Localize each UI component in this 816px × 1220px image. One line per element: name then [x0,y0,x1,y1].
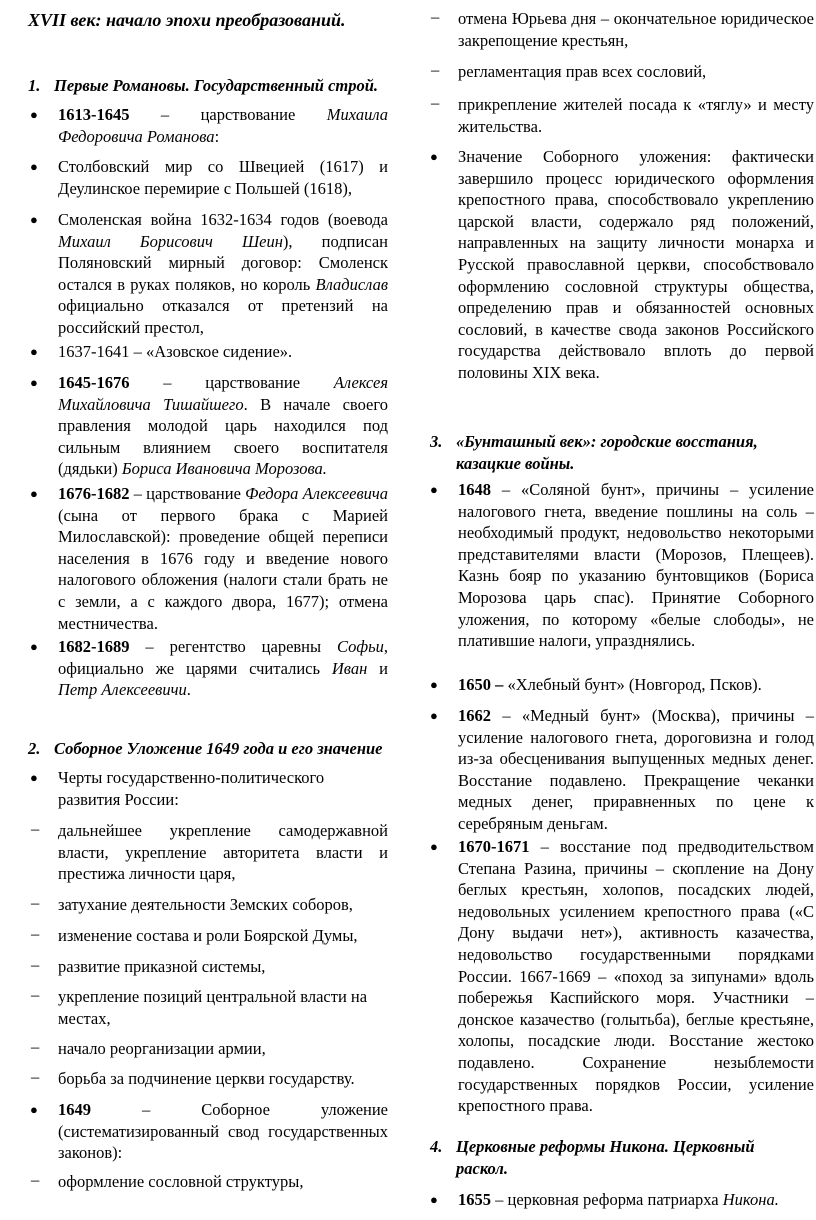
person-name: Иван [331,658,368,678]
list-item [30,483,388,634]
date: 1650 – [458,675,504,694]
section-title: Соборное Уложение 1649 года и его значение [54,739,383,758]
person-name: Софьи [337,637,384,656]
text: – царствование [129,373,334,392]
date: 1649 [58,1100,91,1119]
dash-item [431,93,814,137]
text: официально отказался от претензий на российский престол, [58,296,388,337]
text: прикрепление жителей посада к «тяглу» и месту жительства. [458,95,814,136]
date: 1682-1689 [58,637,130,656]
list-item [430,146,814,384]
date: 1645-1676 [58,373,130,392]
dash-item [431,7,814,51]
dash-item [31,1037,388,1060]
list-item [30,372,388,480]
text: Черты государственно-политического развития России: [58,768,325,809]
dash-marker: – [31,1037,40,1056]
dash-marker: – [31,1067,40,1086]
text: . [186,680,191,700]
section-number: 3. [430,432,443,451]
text: Столбовский мир со Швецией (1617) и Деулинское перемирие с Польшей (1618), [58,157,388,198]
section-title: Первые Романовы. Государственный строй. [54,76,379,95]
list-item [30,767,388,810]
person-name: Михаила Федоровича Романова [58,105,388,146]
section-number: 2. [28,739,41,758]
text: – церковная реформа патриарха [491,1190,723,1209]
bullet-icon: ● [430,1192,438,1207]
date: 1662 [458,706,491,725]
text: оформление сословной структуры, [58,1172,304,1191]
bullet-icon: ● [430,708,438,723]
text: и [367,658,388,678]
dash-marker: – [31,985,40,1004]
text: дальнейшее укрепление самодержавной власти, укрепление авторитета власти и престижа личности царя, [58,821,388,884]
list-item [30,104,388,147]
section-title-cont: казацкие войны. [456,453,575,473]
text: (сына от первого брака с Марией Милославской): проведение общей переписи населения в 1676 году и введение нового налогового обложения (налоги стали брать не с земли, а с каждого двора, 1677); отмена местничества. [58,505,388,633]
text: . В начале своего правления молодой царь находился под сильным влиянием своего воспитателя (дядьки) [58,394,388,479]
date: 1648 [458,480,491,499]
person-name: Федора Алексеевича [245,484,388,503]
text: укрепление позиций центральной власти на местах, [58,987,368,1028]
dash-item [431,60,814,83]
bullet-icon: ● [430,677,438,692]
text: отмена Юрьева дня – окончательное юридическое закрепощение крестьян, [458,9,814,50]
list-item [30,341,388,363]
bullet-icon: ● [30,375,38,390]
section-number: 4. [430,1137,443,1156]
list-item [30,209,388,339]
dash-marker: – [431,60,440,79]
dash-item [31,924,388,947]
bullet-icon: ● [30,107,38,122]
section-4-heading [430,1136,755,1179]
person-name: Алексея Михайловича Тишайшего [58,373,388,414]
text: – регентство царевны [129,637,338,656]
list-item [30,1099,388,1164]
bullet-icon: ● [430,149,438,164]
person-name: Михаил Борисович Шеин [58,231,283,251]
text: регламентация прав всех сословий, [458,62,707,81]
bullet-icon: ● [30,159,38,174]
bullet-icon: ● [430,839,438,854]
text: – «Соляной бунт», причины – усиление налогового гнета, введение пошлины на соль – необходимый продукт, недовольство некоторыми представителями власти (Морозов, Плещеев). Казнь бояр по указанию бунтовщиков (Бориса Морозова царь спас). Принятие Соборного уложения, по которому «белые слободы», не платившие налоги, упразднялись. [458,480,814,651]
list-item [430,1189,814,1211]
dash-item [31,955,388,978]
bullet-icon: ● [30,212,38,227]
section-3-heading [430,431,758,474]
section-title-cont: раскол. [456,1158,508,1178]
text: – восстание под предводительством Степана Разина, причины – скопление на Дону беглых крестьян, холопов, посадских людей, недовольных усилением крепостного права («С Дону выдачи нет»), активность казачества, недовольство государственными порядками России. 1667-1669 – «поход за зипунами» вдоль побережья Каспийского моря. Участники – донское казачество (голытьба), беглые крестьяне, холопы, посадские люди. Восстание жестоко подавлено. Сохранение незыблемости государственных порядков России, усиление крепостного права. [458,837,814,1116]
list-item [30,156,388,199]
date: 1670-1671 [458,837,530,856]
list-item [430,479,814,652]
dash-item [31,819,388,885]
text: – царствование [129,105,327,124]
date: 1676-1682 [58,484,130,503]
dash-marker: – [431,93,440,112]
text: Смоленская война 1632-1634 годов (воевода [58,210,388,229]
text: «Хлебный бунт» (Новгород, Псков). [503,675,762,694]
person-name: Бориса Ивановича Морозова. [121,459,327,479]
text: – Соборное уложение (систематизированный свод государственных законов): [58,1100,388,1163]
section-title: «Бунташный век»: городские восстания, [456,432,758,451]
dash-marker: – [31,893,40,912]
section-1-heading [28,75,378,97]
text: – царствование [129,484,246,503]
text: затухание деятельности Земских соборов, [58,895,353,914]
text: ), подписан Поляновский мирный договор: Смоленск остался в руках поляков, но король [58,231,388,294]
person-name: Владислав [315,274,388,294]
text: – «Медный бунт» (Москва), причины – усиление налогового гнета, дороговизна и голод из-за обесценивания выпущенных медных денег. Восстание подавлено. Прекращение чеканки медных денег, приравненных по цене к серебряным деньгам. [458,706,814,833]
date: 1655 [458,1190,491,1209]
person-name: Никона. [722,1190,779,1209]
text: : [214,126,220,146]
date: 1613-1645 [58,105,130,124]
dash-marker: – [431,7,440,26]
dash-item [31,1170,388,1193]
text: изменение состава и роли Боярской Думы, [58,926,358,945]
bullet-icon: ● [30,1102,38,1117]
bullet-icon: ● [30,344,38,359]
bullet-icon: ● [30,639,38,654]
section-title: Церковные реформы Никона. Церковный [456,1137,755,1156]
list-item [30,636,388,701]
text: , официально же царями считались [58,637,388,678]
section-2-heading [28,738,383,760]
bullet-icon: ● [430,482,438,497]
person-name: Петр Алексеевичи [58,680,187,700]
dash-item [31,985,388,1029]
bullet-icon: ● [30,486,38,501]
text: 1637-1641 – «Азовское сидение». [58,342,293,361]
list-item [430,674,814,696]
text: развитие приказной системы, [58,957,266,976]
text: Значение Соборного уложения: фактически завершило процесс юридического оформления крепостного права, способствовало укреплению царской власти, содержало ряд положений, направленных на защиту личности монарха и Русской православной церкви, способствовало оформлению сословной структуры общества, определению прав и обязанностей основных сословий, в качестве свода законов Российского государства действовало вплоть до первой половины XIX века. [458,147,814,382]
dash-marker: – [31,819,40,838]
text: начало реорганизации армии, [58,1039,266,1058]
dash-marker: – [31,955,40,974]
dash-item [31,1067,388,1090]
dash-marker: – [31,924,40,943]
bullet-icon: ● [30,770,38,785]
list-item [430,836,814,1117]
text: борьба за подчинение церкви государству. [58,1069,355,1088]
list-item [430,705,814,835]
page-title: XVII век: начало эпохи преобразований. [28,10,346,30]
dash-item [31,893,388,916]
section-number: 1. [28,76,41,95]
dash-marker: – [31,1170,40,1189]
